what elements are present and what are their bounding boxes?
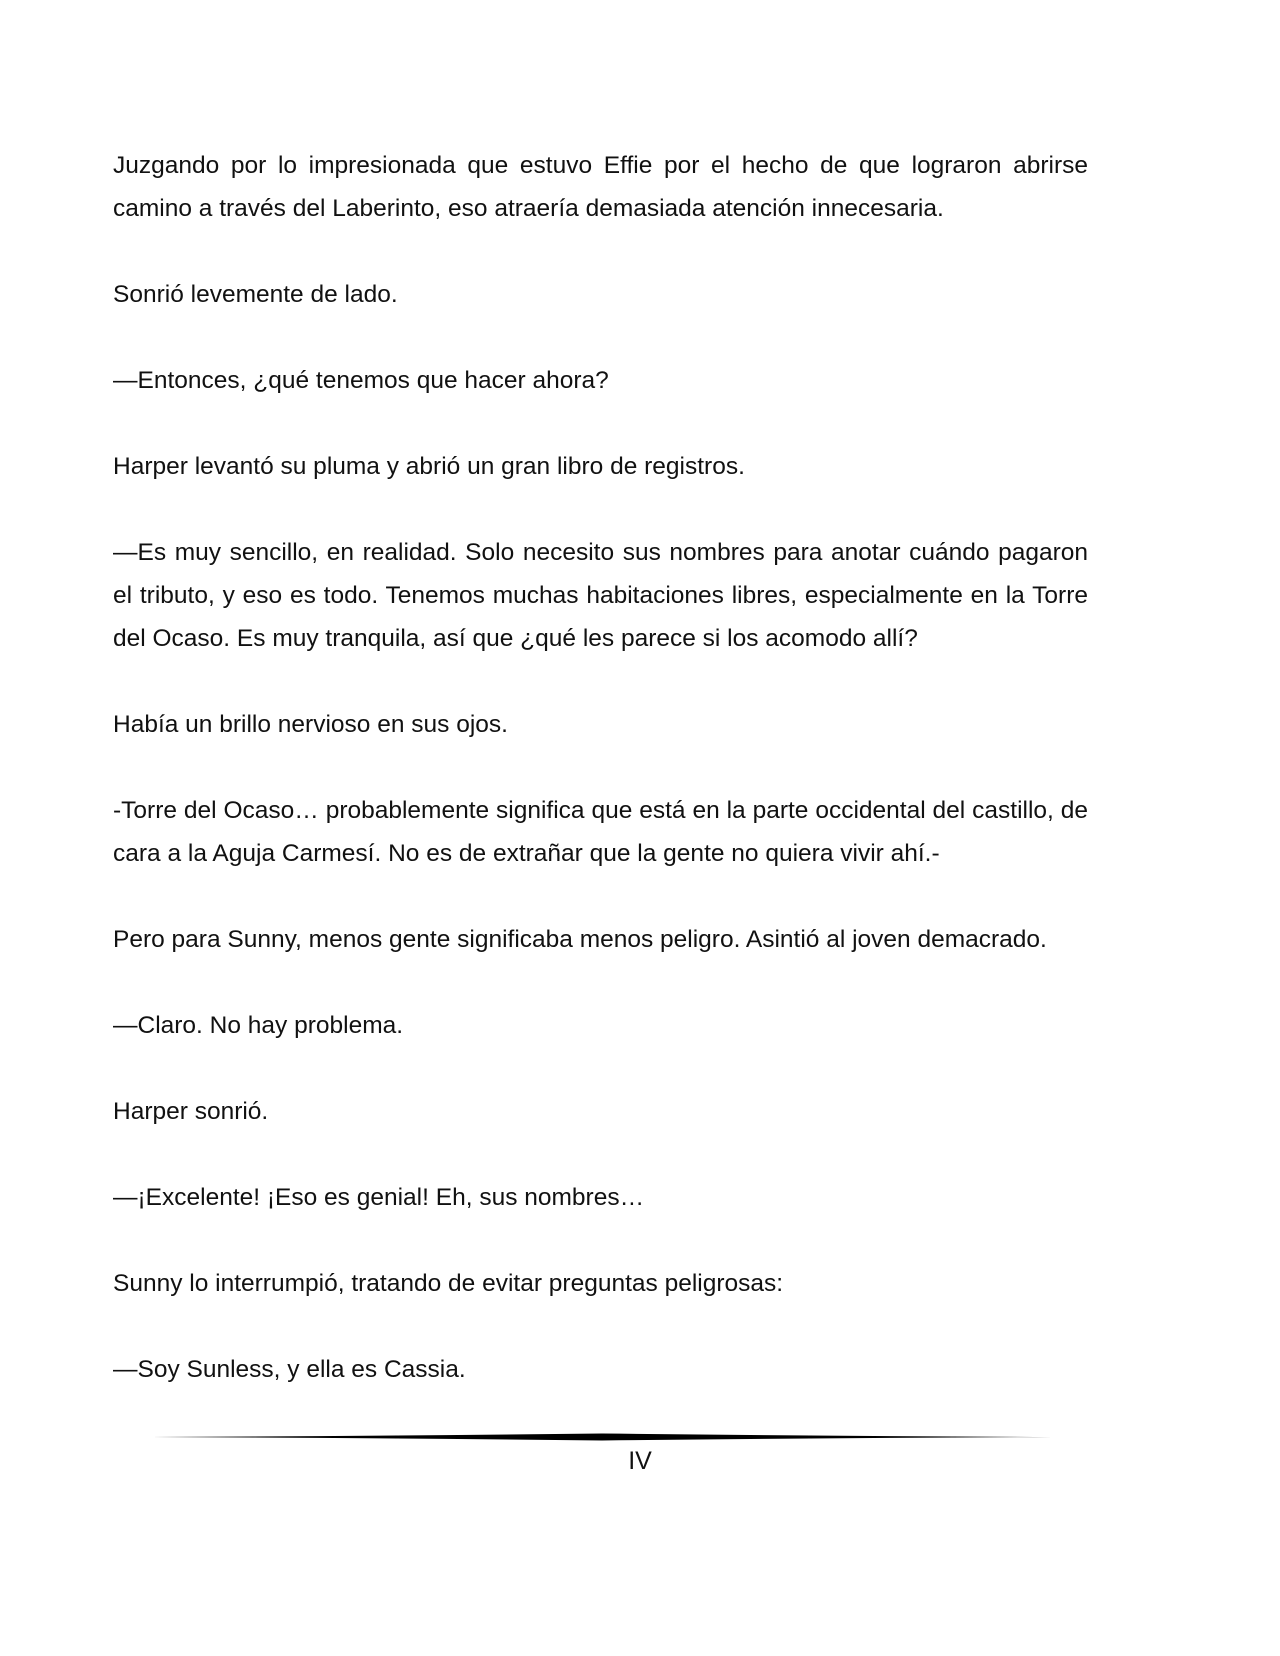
paragraph: Harper levantó su pluma y abrió un gran libro de registros.	[113, 453, 745, 480]
paragraph: —¡Excelente! ¡Eso es genial! Eh, sus nombres…	[113, 1184, 645, 1211]
paragraph: —Es muy sencillo, en realidad. Solo necesito sus nombres para anotar cuándo pagaron el tributo, y eso es todo. Tenemos muchas habitaciones libres, especialmente en la Torre del Ocaso. Es muy tranquila, así que ¿qué les parece si los acomodo allí?	[113, 539, 1088, 652]
paragraph: Sunny lo interrumpió, tratando de evitar preguntas peligrosas:	[113, 1270, 784, 1297]
paragraph: Pero para Sunny, menos gente significaba menos peligro. Asintió al joven demacrado.	[113, 926, 1047, 953]
paragraph: —Soy Sunless, y ella es Cassia.	[113, 1356, 466, 1383]
body-text	[113, 144, 1088, 1434]
paragraph: —Entonces, ¿qué tenemos que hacer ahora?	[113, 367, 609, 394]
paragraph: Juzgando por lo impresionada que estuvo Effie por el hecho de que lograron abrirse camino a través del Laberinto, eso atraería demasiada atención innecesaria.	[113, 152, 1088, 222]
paragraph: Había un brillo nervioso en sus ojos.	[113, 711, 508, 738]
paragraph: Sonrió levemente de lado.	[113, 281, 398, 308]
paragraph: Harper sonrió.	[113, 1098, 269, 1125]
page-number: IV	[628, 1447, 652, 1475]
paragraph: —Claro. No hay problema.	[113, 1012, 404, 1039]
paragraph: -Torre del Ocaso… probablemente significa que está en la parte occidental del castillo, de cara a la Aguja Carmesí. No es de extrañar que la gente no quiera vivir ahí.-	[113, 797, 1088, 867]
divider-stroke	[152, 1434, 1052, 1441]
footer-divider	[152, 1431, 1052, 1443]
